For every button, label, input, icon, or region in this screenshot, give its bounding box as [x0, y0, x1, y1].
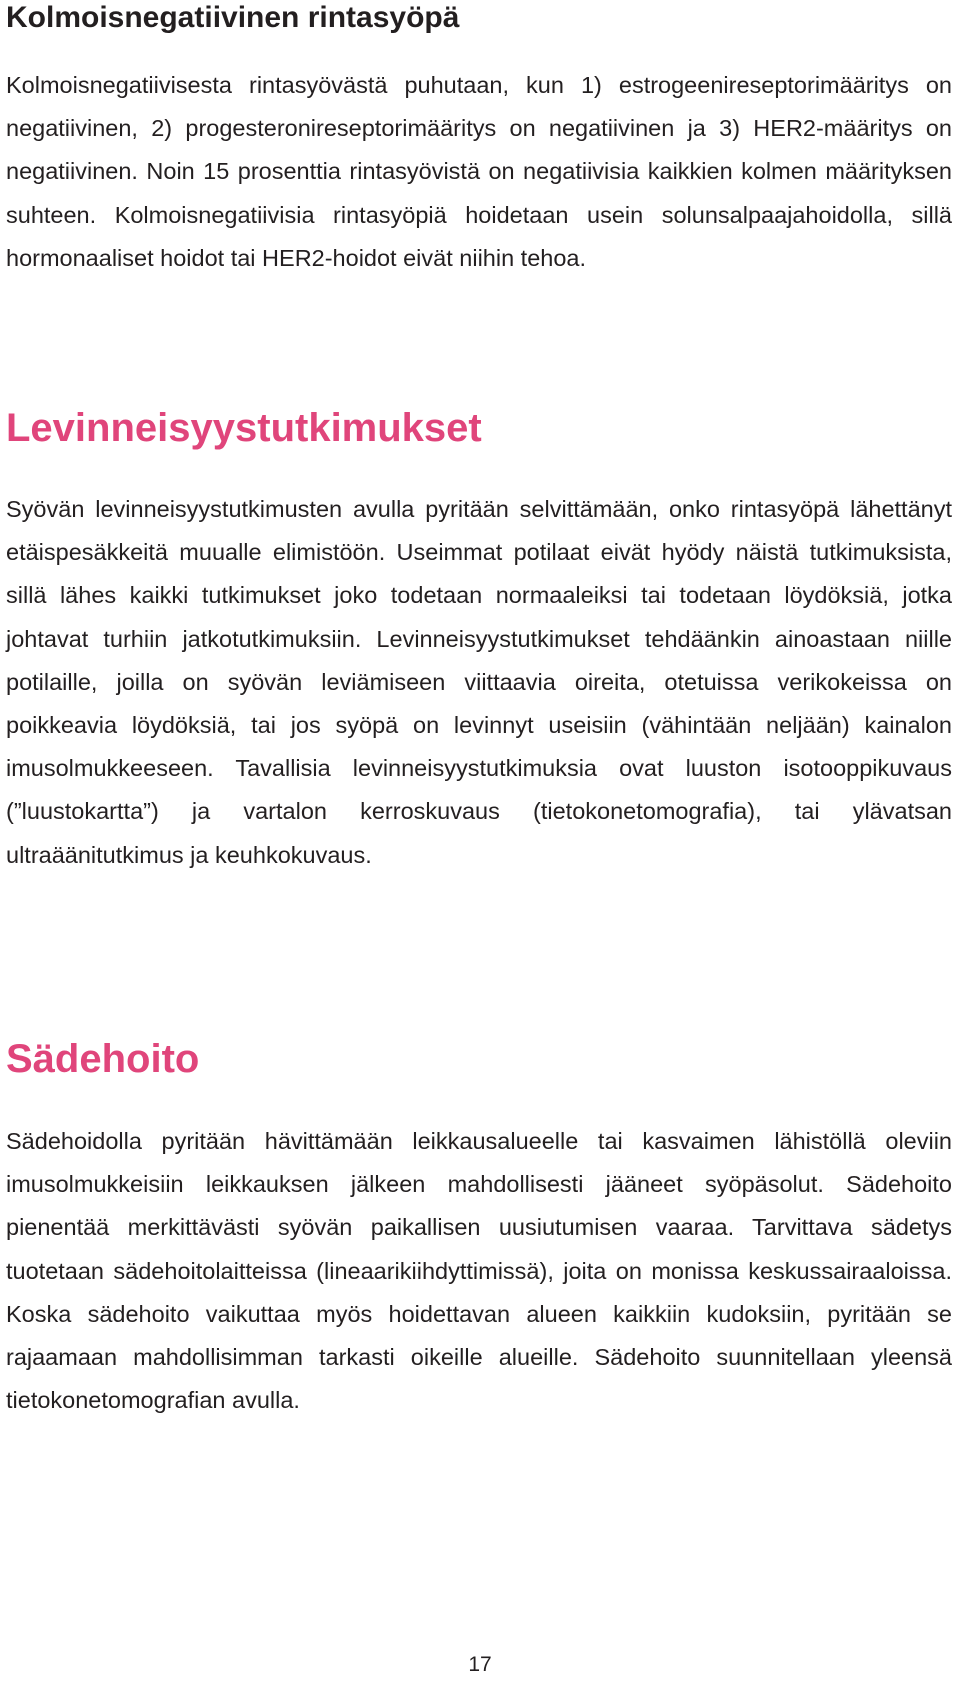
section-triple-negative	[6, 0, 952, 280]
paragraph-radiotherapy: Sädehoidolla pyritään hävittämään leikkausalueelle tai kasvaimen lähistöllä oleviin imusolmukkeisiin leikkauksen jälkeen mahdollisesti jääneet syöpäsolut. Sädehoito pienentää merkittävästi syövän paikallisen uusiutumisen vaaraa. Tarvittava sädetys tuotetaan sädehoitolaitteissa (lineaarikiihdyttimissä), joita on monissa keskussairaaloissa. Koska sädehoito vaikuttaa myös hoidettavan alueen kaikkiin kudoksiin, pyritään se rajaamaan mahdollisimman tarkasti oikeille alueille. Sädehoito suunnitellaan yleensä tietokonetomografian avulla.	[6, 1128, 952, 1414]
heading-radiotherapy: Sädehoito	[6, 1037, 200, 1081]
page-number: 17	[468, 1653, 492, 1676]
paragraph-triple-negative: Kolmoisnegatiivisesta rintasyövästä puhutaan, kun 1) estrogeenireseptorimääritys on negatiivinen, 2) progesteronireseptorimääritys on negatiivinen ja 3) HER2-määritys on negatiivinen. Noin 15 prosenttia rintasyövistä on negatiivisia kaikkien kolmen määrityksen suhteen. Kolmoisnegatiivisia rintasyöpiä hoidetaan usein solunsalpaajahoidolla, sillä hormonaaliset hoidot tai HER2-hoidot eivät niihin tehoa.	[6, 72, 952, 271]
section-staging	[6, 404, 952, 877]
paragraph-staging: Syövän levinneisyystutkimusten avulla pyritään selvittämään, onko rintasyöpä lähettänyt etäispesäkkeitä muualle elimistöön. Useimmat potilaat eivät hyödy näistä tutkimuksista, sillä lähes kaikki tutkimukset joko todetaan normaaleiksi tai todetaan löydöksiä, jotka johtavat turhiin jatkotutkimuksiin. Levinneisyystutkimukset tehdäänkin ainoastaan niille potilaille, joilla on syövän leviämiseen viittaavia oireita, otetuissa verikokeissa on poikkeavia löydöksiä, tai jos syöpä on levinnyt useisiin (vähintään neljään) kainalon imusolmukkeeseen. Tavallisia levinneisyystutkimuksia ovat luuston isotooppikuvaus (”luustokartta”) ja vartalon kerroskuvaus (tietokonetomografia), tai ylävatsan ultraäänitutkimus ja keuhkokuvaus.	[6, 496, 952, 868]
heading-staging: Levinneisyystutkimukset	[6, 406, 482, 450]
heading-triple-negative: Kolmoisnegatiivinen rintasyöpä	[6, 1, 460, 34]
section-radiotherapy	[6, 1035, 952, 1422]
